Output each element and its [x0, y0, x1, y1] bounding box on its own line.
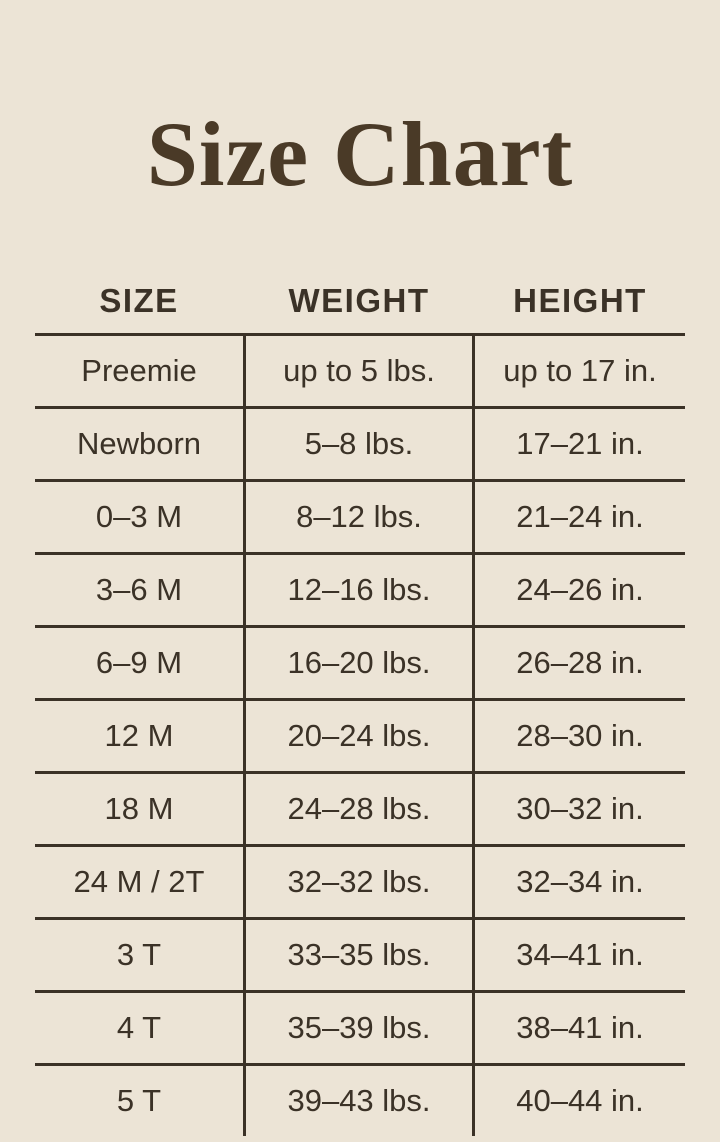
weight-cell: 16–20 lbs. [243, 628, 475, 698]
weight-cell: 8–12 lbs. [243, 482, 475, 552]
height-cell: 26–28 in. [516, 645, 644, 681]
table-row [35, 771, 685, 844]
height-cell: 30–32 in. [516, 791, 644, 827]
weight-cell: 24–28 lbs. [243, 774, 475, 844]
table-row [35, 844, 685, 917]
height-cell: 40–44 in. [516, 1083, 644, 1119]
size-cell: 4 T [116, 1010, 162, 1046]
size-cell: Newborn [76, 426, 202, 462]
table-row [35, 625, 685, 698]
height-cell: 21–24 in. [516, 499, 644, 535]
height-cell: 34–41 in. [516, 937, 644, 973]
weight-cell: up to 5 lbs. [243, 336, 475, 406]
size-cell: 3 T [116, 937, 162, 973]
column-header-weight: WEIGHT [288, 282, 430, 320]
weight-cell: 35–39 lbs. [243, 993, 475, 1063]
weight-cell: 32–32 lbs. [243, 847, 475, 917]
table-row [35, 1063, 685, 1136]
table-row [35, 990, 685, 1063]
column-header-height: HEIGHT [513, 282, 647, 320]
height-cell: up to 17 in. [503, 353, 657, 389]
weight-cell: 39–43 lbs. [243, 1066, 475, 1136]
height-cell: 38–41 in. [516, 1010, 644, 1046]
height-cell: 32–34 in. [516, 864, 644, 900]
size-cell: Preemie [81, 353, 197, 389]
weight-cell: 33–35 lbs. [243, 920, 475, 990]
table-header-row [35, 269, 685, 333]
height-cell: 28–30 in. [516, 718, 644, 754]
table-row [35, 552, 685, 625]
height-cell: 17–21 in. [516, 426, 644, 462]
table-row [35, 333, 685, 406]
size-cell: 6–9 M [95, 645, 183, 681]
size-cell: 0–3 M [95, 499, 183, 535]
page-title: Size Chart [146, 102, 574, 205]
table-row [35, 698, 685, 771]
table-row [35, 406, 685, 479]
size-cell: 18 M [104, 791, 174, 827]
weight-cell: 5–8 lbs. [243, 409, 475, 479]
height-cell: 24–26 in. [516, 572, 644, 608]
size-cell: 24 M / 2T [73, 864, 205, 900]
size-cell: 3–6 M [95, 572, 183, 608]
column-header-size: SIZE [99, 282, 179, 320]
size-cell: 5 T [116, 1083, 162, 1119]
size-chart-table [35, 269, 685, 1136]
table-row [35, 479, 685, 552]
table-row [35, 917, 685, 990]
size-cell: 12 M [104, 718, 174, 754]
weight-cell: 12–16 lbs. [243, 555, 475, 625]
weight-cell: 20–24 lbs. [243, 701, 475, 771]
